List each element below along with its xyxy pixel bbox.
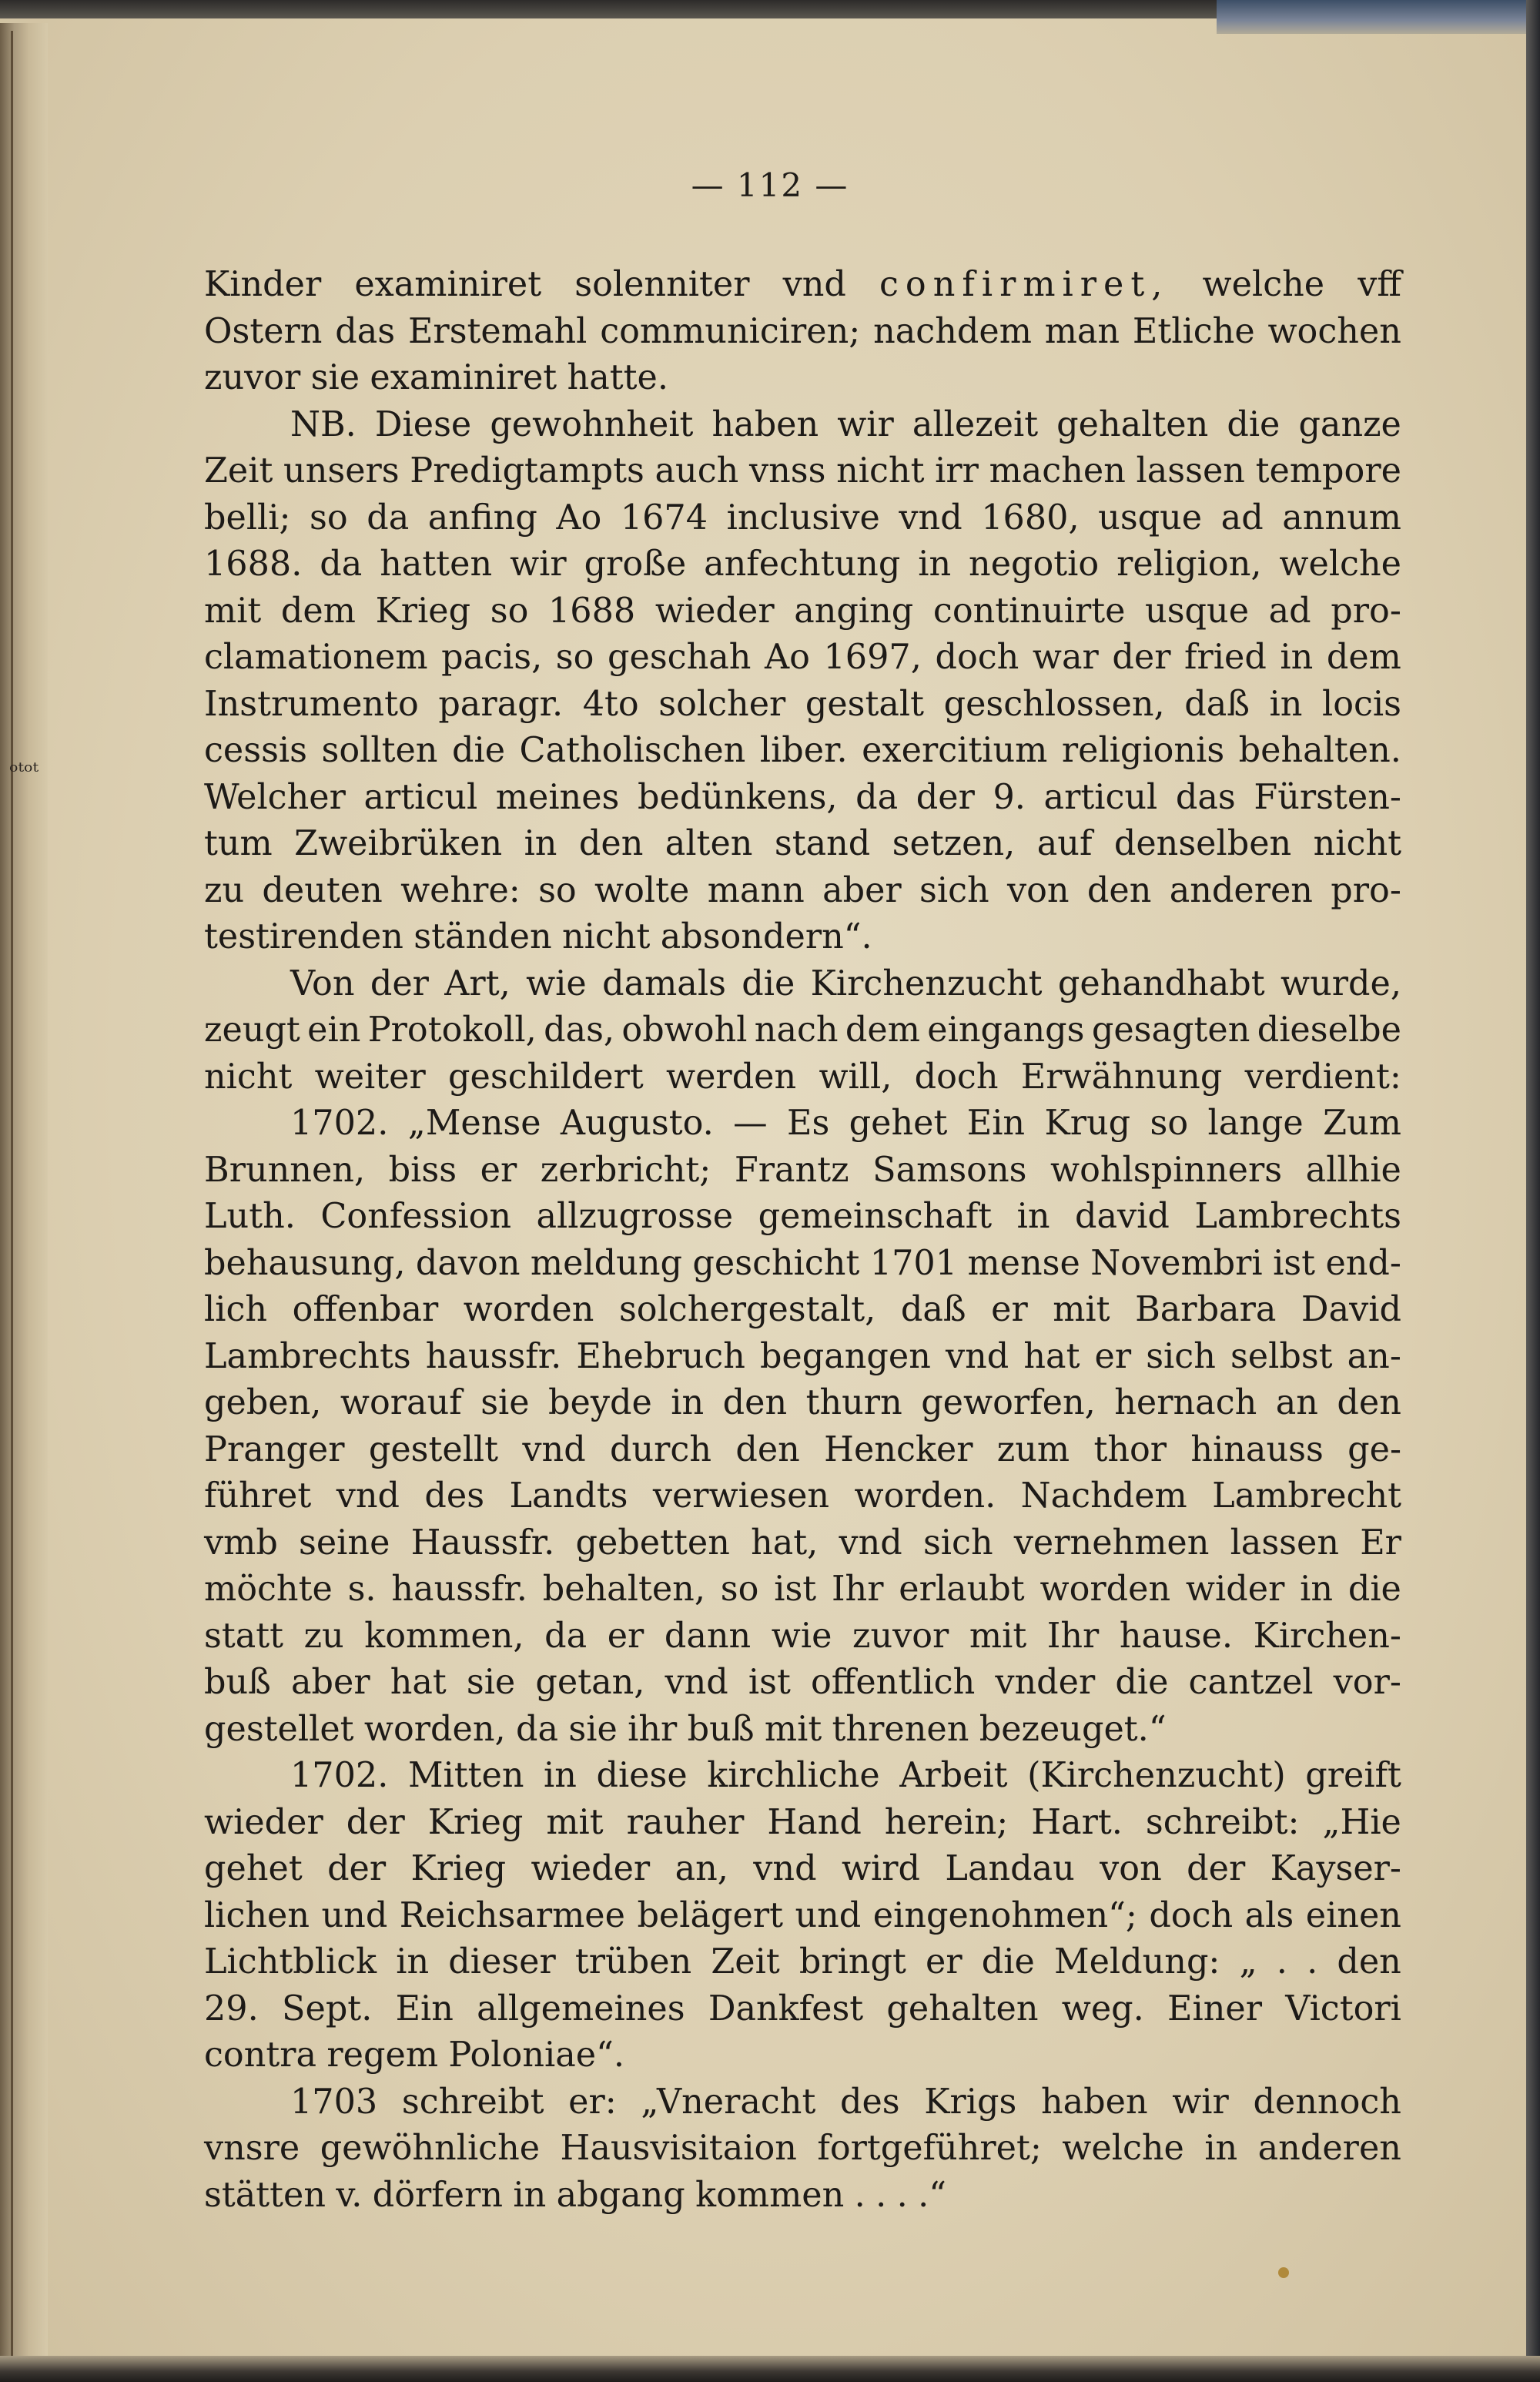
text-line: belli; so da anfing Ao 1674 inclusive vnd 1680, usque ad annum [204, 498, 1401, 538]
text-line: Instrumento paragr. 4to solcher gestalt geschlossen, daß in locis [204, 684, 1401, 724]
text-line: Brunnen, biss er zerbricht; Frantz Samsons wohlspinners allhie [204, 1150, 1401, 1190]
text-line: vmb seine Haussfr. gebetten hat, vnd sich vernehmen lassen Er [204, 1523, 1401, 1563]
text-line: geben, worauf sie beyde in den thurn geworfen, hernach an den [204, 1383, 1401, 1422]
text-line: führet vnd des Landts verwiesen worden. Nachdem Lambrecht [204, 1476, 1401, 1516]
bottom-edge [0, 2356, 1540, 2382]
ink-spot [1278, 2267, 1289, 2278]
text-line: 1688. da hatten wir große anfechtung in negotio religion, welche [204, 544, 1401, 584]
text-line: lichen und Reichsarmee belägert und eingenohmen“; doch als einen [204, 1895, 1401, 1935]
text-line: Luth. Confession allzugrosse gemeinschaft in david Lambrechts [204, 1197, 1401, 1236]
margin-mark: ᵒᵗᵒᵗ [9, 759, 38, 786]
text-line: contra regem Poloniae“. [204, 2035, 624, 2075]
text-line: 1702. Mitten in diese kirchliche Arbeit (Kirchenzucht) greift [290, 1756, 1401, 1795]
text-line: stätten v. dörfern in abgang kommen . . . .“ [204, 2175, 947, 2215]
text-line: lich offenbar worden solchergestalt, daß er mit Barbara David [204, 1290, 1401, 1329]
text-line: Lambrechts haussfr. Ehebruch begangen vnd hat er sich selbst an- [204, 1336, 1401, 1376]
cover-corner [1217, 0, 1540, 34]
text-line: wieder der Krieg mit rauher Hand herein; Hart. schreibt: „Hie [204, 1802, 1401, 1842]
text-line: zu deuten wehre: so wolte mann aber sich von den anderen pro- [204, 870, 1401, 910]
text-line: behausung, davon meldung geschicht 1701 mense Novembri ist end- [204, 1243, 1401, 1283]
text-line: gestellet worden, da sie ihr buß mit threnen bezeuget.“ [204, 1709, 1167, 1749]
book-binding [0, 23, 48, 2364]
page-number: — 112 — [691, 166, 849, 204]
right-cover-edge [1526, 0, 1540, 2382]
text-line: statt zu kommen, da er dann wie zuvor mit Ihr hause. Kirchen- [204, 1616, 1401, 1656]
text-line: NB. Diese gewohnheit haben wir allezeit gehalten die ganze [290, 404, 1401, 444]
text-line: Welcher articul meines bedünkens, da der 9. articul das Fürsten- [204, 777, 1401, 817]
text-line: mit dem Krieg so 1688 wieder anging continuirte usque ad pro- [204, 591, 1401, 631]
text-line: Von der Art, wie damals die Kirchenzucht gehandhabt wurde, [290, 963, 1401, 1003]
text-line: nicht weiter geschildert werden will, doch Erwähnung verdient: [204, 1057, 1401, 1097]
text-line: testirenden ständen nicht absondern“. [204, 917, 872, 956]
text-line: gehet der Krieg wieder an, vnd wird Landau von der Kayser- [204, 1849, 1401, 1888]
binding-seam [11, 31, 13, 2357]
text-line: Ostern das Erstemahl communiciren; nachdem man Etliche wochen [204, 311, 1401, 351]
text-line: 1702. „Mense Augusto. — Es gehet Ein Krug so lange Zum [290, 1104, 1401, 1143]
text-line: Zeit unsers Predigtampts auch vnss nicht irr machen lassen tempore [204, 451, 1401, 491]
text-line: Lichtblick in dieser trüben Zeit bringt er die Meldung: „ . . den [204, 1942, 1401, 1982]
text-line: buß aber hat sie getan, vnd ist offentlich vnder die cantzel vor- [204, 1663, 1401, 1702]
text-line: 1703 schreibt er: „Vneracht des Krigs haben wir dennoch [290, 2082, 1401, 2122]
text-line: Kinder examiniret solenniter vnd confirmiret, welche vff [204, 265, 1401, 304]
text-line: 29. Sept. Ein allgemeines Dankfest gehalten weg. Einer Victori [204, 1988, 1401, 2029]
text-line: vnsre gewöhnliche Hausvisitaion fortgeführet; welche in anderen [204, 2129, 1401, 2168]
text-line: zuvor sie examiniret hatte. [204, 358, 668, 397]
text-line: clamationem pacis, so geschah Ao 1697, doch war der fried in dem [204, 638, 1401, 677]
text-line: tum Zweibrüken in den alten stand setzen, auf denselben nicht [204, 824, 1401, 863]
text-line: zeugt ein Protokoll, das, obwohl nach dem eingangs gesagten dieselbe [204, 1010, 1401, 1050]
text-line: cessis sollten die Catholischen liber. exercitium religionis behalten. [204, 731, 1401, 770]
body-text [204, 262, 1401, 2219]
text-line: Pranger gestellt vnd durch den Hencker zum thor hinauss ge- [204, 1429, 1401, 1469]
text-line: möchte s. haussfr. behalten, so ist Ihr erlaubt worden wider in die [204, 1570, 1401, 1609]
